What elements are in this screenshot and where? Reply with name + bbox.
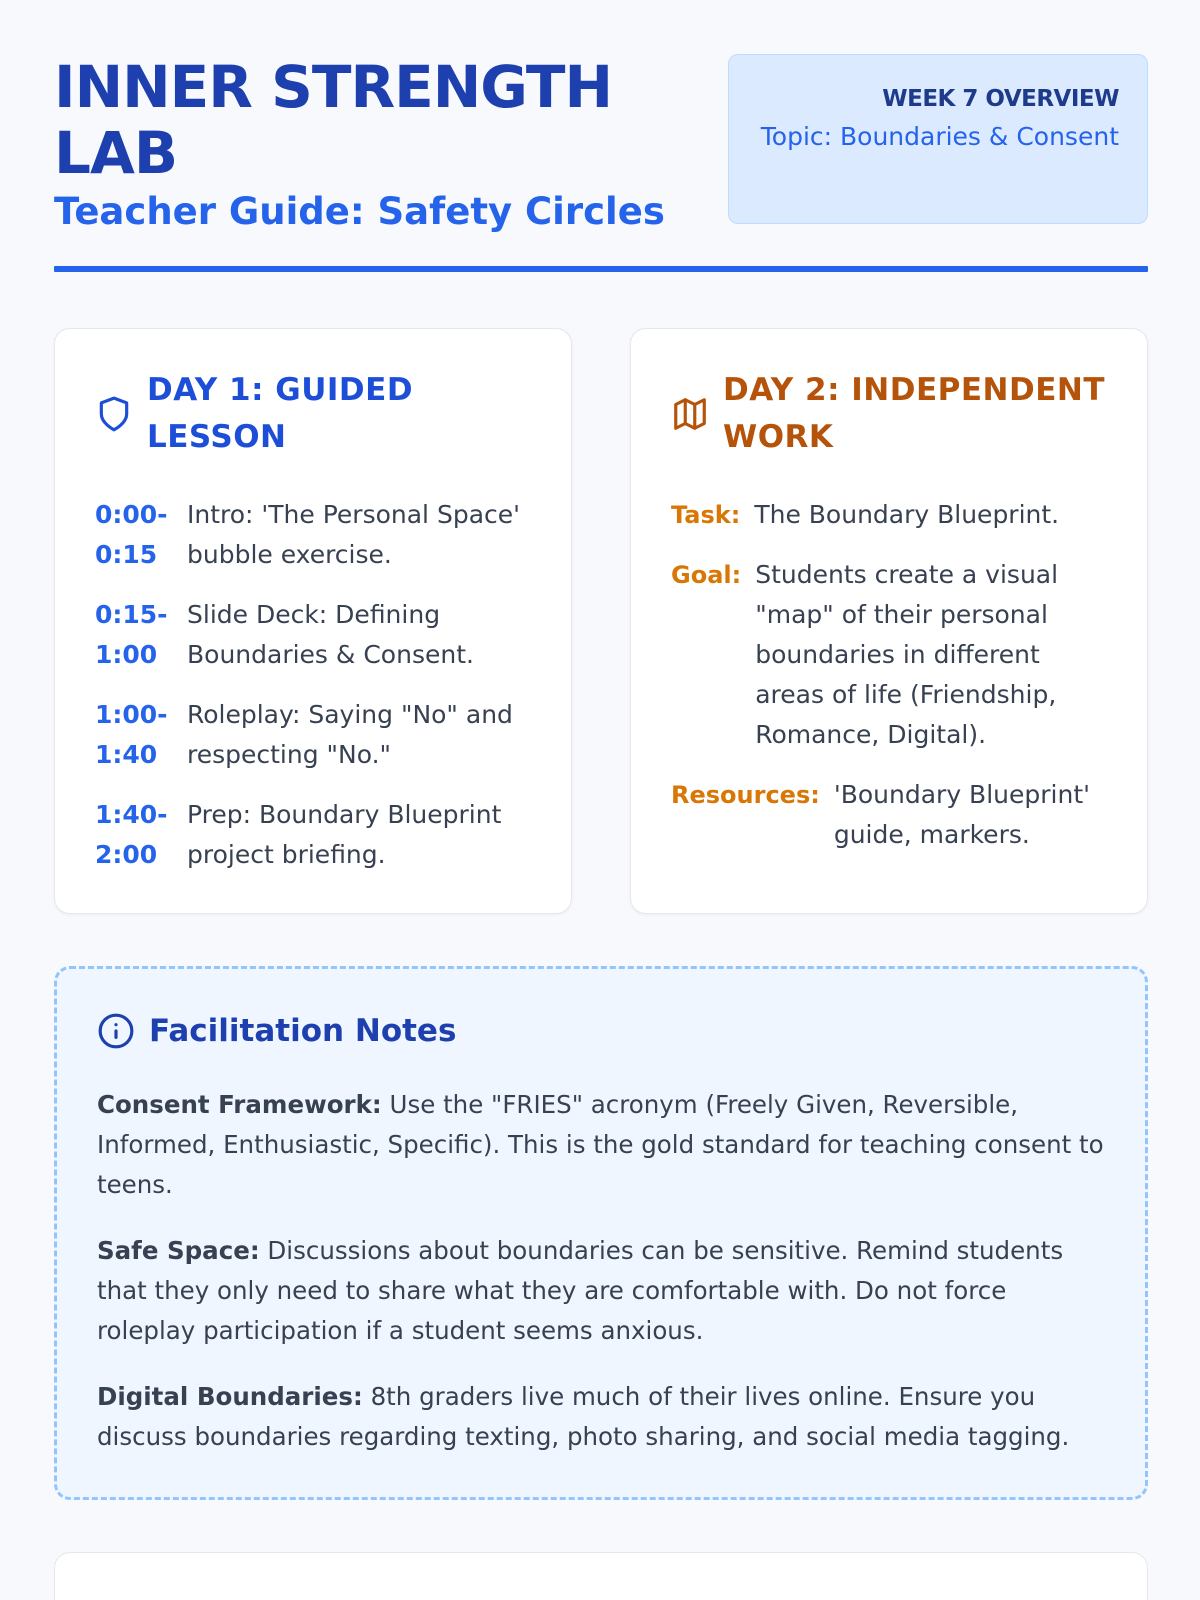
schedule-time: 1:00-1:40 <box>95 700 168 769</box>
shield-icon <box>95 395 133 433</box>
schedule-text: Roleplay: Saying "No" and respecting "No." <box>187 700 513 769</box>
page-header <box>54 54 1148 274</box>
note-paragraph <box>97 1231 1105 1351</box>
day1-schedule <box>95 495 531 875</box>
week-topic: Topic: Boundaries & Consent <box>760 122 1119 151</box>
day2-title: DAY 2: INDEPENDENT WORK <box>723 372 1105 455</box>
note-text: 8th graders live much of their lives online. Ensure you discuss boundaries regarding texting, photo sharing, and social media tagging. <box>97 1382 1070 1451</box>
schedule-row <box>95 595 531 675</box>
note-paragraph <box>97 1377 1105 1457</box>
map-icon <box>671 395 709 433</box>
day2-card <box>630 328 1148 914</box>
day2-item-text: The Boundary Blueprint. <box>754 500 1060 529</box>
day1-title: DAY 1: GUIDED LESSON <box>147 372 414 455</box>
week-overview-box <box>728 54 1148 224</box>
note-label: Digital Boundaries: <box>97 1382 363 1411</box>
note-label: Safe Space: <box>97 1236 260 1265</box>
note-text: Use the "FRIES" acronym (Freely Given, Reversible, Informed, Enthusiastic, Specific). This is the gold standard for teaching consent to teens. <box>97 1090 1104 1199</box>
schedule-text: Prep: Boundary Blueprint project briefing. <box>187 800 502 869</box>
note-paragraph <box>97 1085 1105 1205</box>
brand-title: INNER STRENGTH LAB <box>54 53 612 187</box>
next-section-card <box>54 1552 1148 1600</box>
note-label: Consent Framework: <box>97 1090 382 1119</box>
note-text: Discussions about boundaries can be sensitive. Remind students that they only need to share what they are comfortable with. Do not force roleplay participation if a student seems anxious. <box>97 1236 1064 1345</box>
day2-card-header <box>671 367 1107 461</box>
schedule-row <box>95 795 531 875</box>
schedule-row <box>95 695 531 775</box>
header-divider <box>54 266 1148 272</box>
schedule-text: Slide Deck: Defining Boundaries & Consent. <box>187 600 474 669</box>
day2-item-label: Resources: <box>671 781 820 809</box>
notes-header <box>97 1009 1105 1053</box>
schedule-row <box>95 495 531 575</box>
day2-item-text: Students create a visual "map" of their personal boundaries in different areas of life (Friendship, Romance, Digital). <box>755 560 1059 749</box>
page-subtitle: Teacher Guide: Safety Circles <box>54 190 665 233</box>
schedule-time: 0:00-0:15 <box>95 500 168 569</box>
day1-card-header <box>95 367 531 461</box>
notes-title: Facilitation Notes <box>149 1013 457 1049</box>
day2-item-label: Task: <box>671 501 741 529</box>
day1-card <box>54 328 572 914</box>
day2-item <box>671 495 1107 535</box>
day2-item-text: 'Boundary Blueprint' guide, markers. <box>833 780 1090 849</box>
week-label: WEEK 7 OVERVIEW <box>882 86 1119 112</box>
notes-list <box>97 1085 1105 1457</box>
schedule-time: 0:15-1:00 <box>95 600 168 669</box>
day2-item <box>671 775 1107 855</box>
day2-items <box>671 495 1107 855</box>
day-cards <box>54 328 1148 914</box>
schedule-text: Intro: 'The Personal Space' bubble exercise. <box>187 500 521 569</box>
info-icon <box>97 1012 135 1050</box>
schedule-time: 1:40-2:00 <box>95 800 168 869</box>
facilitation-notes <box>54 966 1148 1500</box>
day2-item <box>671 555 1107 755</box>
teacher-guide-page <box>54 53 1148 1451</box>
day2-item-label: Goal: <box>671 561 742 589</box>
